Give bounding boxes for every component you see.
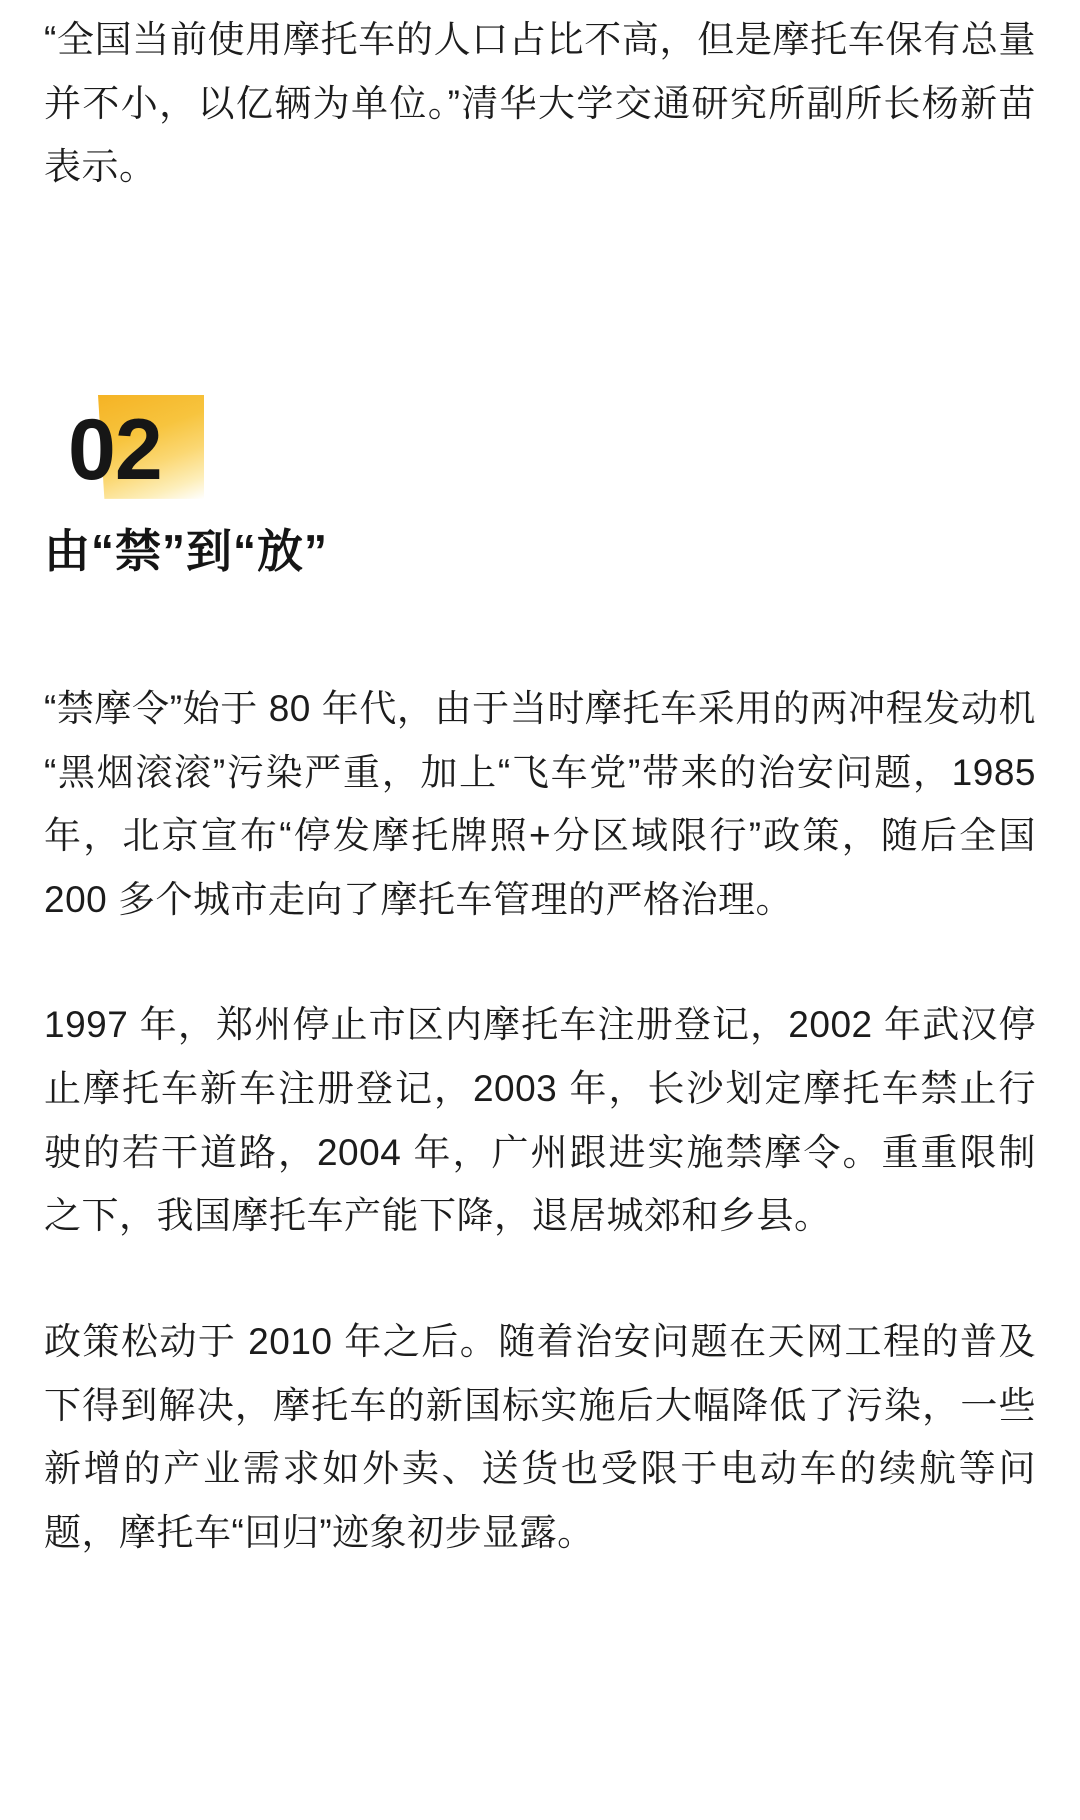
section-number: 02 xyxy=(68,401,162,498)
section-title: 由“禁”到“放” xyxy=(44,524,328,577)
spacer xyxy=(44,1564,1036,1604)
section-number-block xyxy=(68,395,1036,515)
spacer xyxy=(44,581,1036,677)
spacer xyxy=(44,1248,1036,1310)
spacer xyxy=(44,199,1036,395)
body-paragraph-1: “禁摩令”始于 80 年代，由于当时摩托车采用的两冲程发动机“黑烟滚滚”污染严重，加上“飞车党”带来的治安问题，1985 年，北京宣布“停发摩托牌照+分区域限行”政策，随后全国 200 多个城市走向了摩托车管理的严格治理。 xyxy=(44,687,1036,920)
body-paragraph-3: 政策松动于 2010 年之后。随着治安问题在天网工程的普及下得到解决，摩托车的新国标实施后大幅降低了污染，一些新增的产业需求如外卖、送货也受限于电动车的续航等问题，摩托车“回归”迹象初步显露。 xyxy=(44,1320,1036,1553)
body-paragraph-2: 1997 年，郑州停止市区内摩托车注册登记，2002 年武汉停止摩托车新车注册登记，2003 年，长沙划定摩托车禁止行驶的若干道路，2004 年，广州跟进实施禁摩令。重重限制之下，我国摩托车产能下降，退居城郊和乡县。 xyxy=(44,1004,1036,1237)
section-title-wrap xyxy=(44,515,1036,581)
lead-quote-paragraph: “全国当前使用摩托车的人口占比不高，但是摩托车保有总量并不小，以亿辆为单位。”清华大学交通研究所副所长杨新苗表示。 xyxy=(44,19,1036,188)
spacer xyxy=(44,931,1036,993)
